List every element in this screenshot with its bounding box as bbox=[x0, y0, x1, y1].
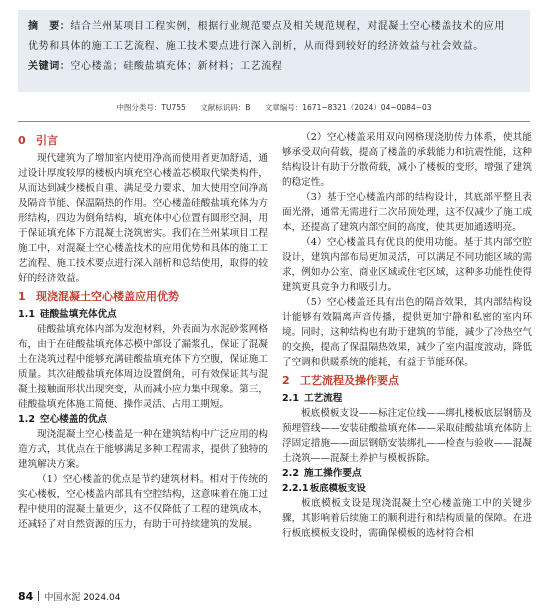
section-1-heading bbox=[18, 288, 268, 306]
section-2-2-title: 施工操作要点 bbox=[304, 468, 362, 479]
section-2-number: 2 bbox=[282, 374, 290, 387]
section-2-title: 工艺流程及操作要点 bbox=[300, 374, 399, 387]
section-2-1-title: 工艺流程 bbox=[304, 393, 343, 404]
advantage-5-paragraph: （5）空心楼盖还具有出色的隔音效果，其内部结构设计能够有效隔离声音传播，提供更加宁静和私密的室内环境。同时，这种结构也有助于建筑的节能，减少了冷热空气的交换，提高了保温隔热效果，减少了室内温度波动，降低了空调和供暖系统的能耗，有益于节能环保。 bbox=[282, 297, 532, 368]
abstract-label: 摘 要： bbox=[28, 21, 71, 32]
abstract-text-1: 结合兰州某项目工程实例，根据行业规范要点及相关规范规程，对混凝土空心楼盖技术的应用 bbox=[70, 21, 506, 32]
section-2-2-1-heading bbox=[282, 481, 532, 496]
section-2-1-number: 2.1 bbox=[282, 393, 299, 404]
keywords-line bbox=[28, 57, 520, 77]
left-column bbox=[18, 130, 268, 532]
abstract-line-2: 优势和具体的施工工艺流程、施工技术要点进行深入剖析，从而得到较好的经济效益与社会效益。 bbox=[28, 41, 484, 52]
section-1-number: 1 bbox=[18, 290, 26, 303]
page-number: 84 bbox=[18, 590, 34, 603]
section-1-2-title: 空心楼盖的优点 bbox=[40, 414, 108, 425]
section-2-2-1-title: 板底模板支设 bbox=[310, 483, 366, 494]
formwork-paragraph: 板底模板支设是现浇混凝土空心楼盖施工中的关键步骤，其影响着后续施工的顺利进行和结构质量的保障。在进行板底模板支设时，需确保模板的选材符合相 bbox=[282, 498, 532, 539]
right-column bbox=[282, 130, 532, 541]
abstract-box bbox=[18, 10, 530, 92]
article-number: 文章编号：1671−8321（2024）04−0084−03 bbox=[264, 103, 432, 112]
intro-paragraph: 现代建筑为了增加室内使用净高而使用者更加舒适，通过设计厚度较厚的楼板内填充空心楼盖芯模取代梁类构件，从而达到减少楼板自重、满足受力要求、加大使用空间净高及隔音节能、保温隔热的作用。空心楼盖硅酸盐填充体为方形结构，四边为倒角结构，填充体中心位置有圆形空洞，用于保证填充体下方混凝土浇筑密实。我们在兰州某项目工程施工中，对混凝土空心楼盖技术的应用优势和具体的施工工艺流程、施工技术要点进行深入剖析和总结使用，取得的较好的经济效益。 bbox=[18, 153, 268, 284]
clc-number: 中图分类号：TU755 bbox=[116, 103, 186, 112]
section-1-title: 现浇混凝土空心楼盖应用优势 bbox=[36, 290, 179, 303]
section-2-1-heading bbox=[282, 391, 532, 406]
section-2-2-number: 2.2 bbox=[282, 468, 299, 479]
section-1-1-number: 1.1 bbox=[18, 309, 35, 320]
silicate-filler-paragraph: 硅酸盐填充体内部为发泡材料，外表面为水泥砂浆网格布，由于在硅酸盐填充体芯模中部设了漏浆孔，保证了混凝土在浇筑过程中能够充满硅酸盐填充体下方空腹，保证施工质量。其次硅酸盐填充体周边设置倒角，可有效保证其与混凝土接触面形状出现突变，从而减小应力集中现象。第三，硅酸盐填充体施工简便、操作灵活、占用工期短。 bbox=[18, 324, 268, 410]
advantage-2-paragraph: （2）空心楼盖采用双向网格现浇肋传力体系，使其能够承受双向荷载，提高了楼盖的承载能力和抗震性能，这种结构设计有助于分散荷载，减小了楼板的变形，增强了建筑的稳定性。 bbox=[282, 132, 532, 188]
abstract-line-1 bbox=[28, 17, 520, 37]
advantage-3-paragraph: （3）基于空心楼盖内部的结构设计，其底部平整且表面光滑，通常无需进行二次吊顶处理，这不仅减少了施工成本，还提高了建筑内部空间的高度，使其更加通透明亮。 bbox=[282, 192, 532, 233]
process-flow-paragraph: 板底模板支设——标注定位线——绑扎楼板底层钢筋及预埋管线——安装硅酸盐填充体——采取硅酸盐填充体防上浮固定措施——面层钢筋安装绑扎——检查与验收——混凝土浇筑——混凝土养护与模板拆除。 bbox=[282, 408, 532, 464]
journal-issue: 2024.04 bbox=[83, 593, 121, 603]
hollow-floor-paragraph: 现浇混凝土空心楼盖是一种在建筑结构中广泛应用的构造方式，其优点在于能够满足多种工程需求，提供了独特的建筑解决方案。 bbox=[18, 429, 268, 470]
section-0-heading bbox=[18, 132, 268, 150]
keywords-text: 空心楼盖；硅酸盐填充体；新材料；工艺流程 bbox=[70, 61, 283, 72]
section-2-heading bbox=[282, 372, 532, 390]
section-1-2-number: 1.2 bbox=[18, 414, 35, 425]
journal-name: 中国水泥 bbox=[44, 593, 81, 603]
footer-separator bbox=[38, 591, 39, 601]
section-0-title: 引言 bbox=[36, 134, 58, 147]
section-1-1-heading bbox=[18, 307, 268, 322]
section-1-1-title: 硅酸盐填充体优点 bbox=[40, 309, 117, 320]
keywords-label: 关键词： bbox=[28, 61, 71, 72]
section-2-2-heading bbox=[282, 466, 532, 481]
advantage-1-paragraph: （1）空心楼盖的优点是节约建筑材料。相对于传统的实心楼板，空心楼盖内部具有空腔结构，这意味着在施工过程中使用的混凝土量更少，这不仅降低了工程的建筑成本，还减轻了对自然资源的压力，有助于可持续建筑的发展。 bbox=[18, 474, 268, 530]
article-meta bbox=[0, 102, 548, 113]
page-footer bbox=[18, 590, 530, 606]
meta-divider bbox=[18, 121, 530, 122]
section-2-2-1-number: 2.2.1 bbox=[282, 483, 309, 494]
section-0-number: 0 bbox=[18, 134, 26, 147]
document-code: 文献标识码：B bbox=[200, 103, 251, 112]
advantage-4-paragraph: （4）空心楼盖具有优良的使用功能。基于其内部空腔设计，建筑内部布局更加灵活，可以满足不同功能区域的需求，例如办公室、商业区域或住宅区域，这种多功能性使得建筑更具竞争力和吸引力。 bbox=[282, 237, 532, 293]
section-1-2-heading bbox=[18, 412, 268, 427]
